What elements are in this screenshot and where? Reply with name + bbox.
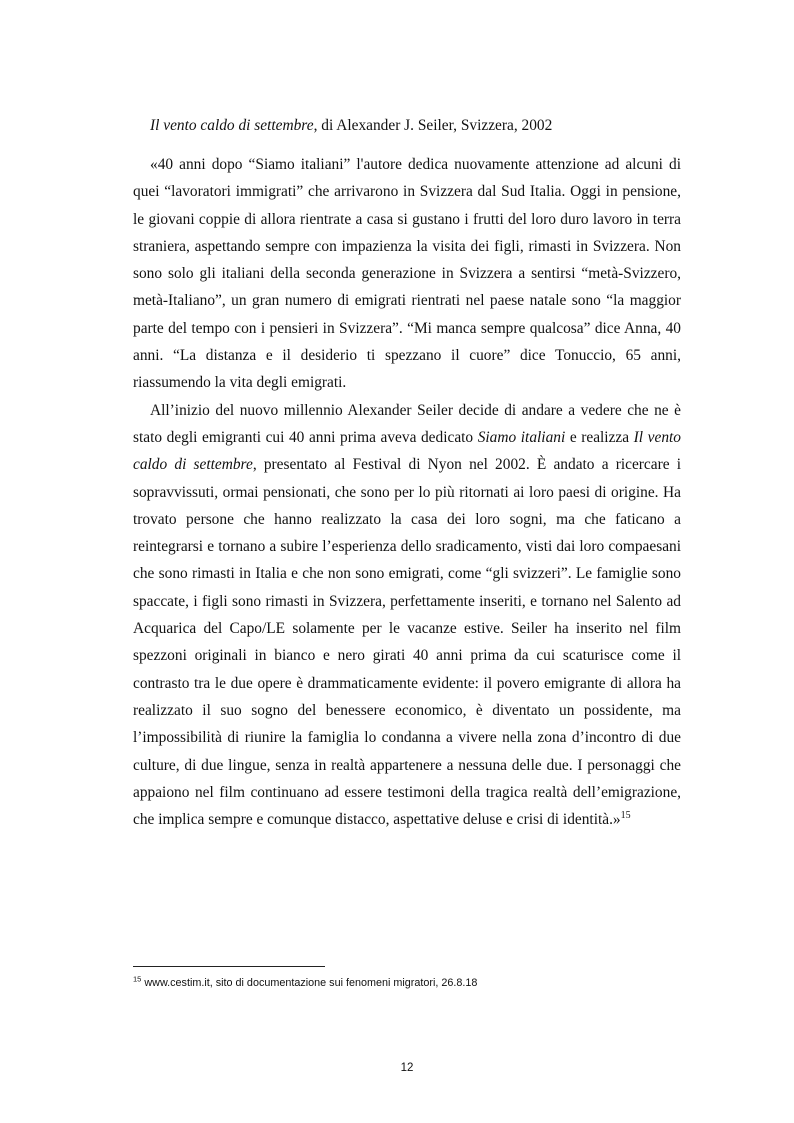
footnote [133, 975, 693, 991]
paragraph-1: «40 anni dopo “Siamo italiani” l'autore dedica nuovamente attenzione ad alcuni di quei “lavoratori immigrati” che arrivarono in Svizzera dal Sud Italia. Oggi in pensione, le giovani coppie di allora rientrate a casa si gustano i frutti del loro duro lavoro in terra straniera, aspettando sempre con impazienza la visita dei figli, rimasti in Svizzera. Non sono solo gli italiani della seconda generazione in Svizzera a sentirsi “metà-Svizzero, metà-Italiano”, un gran numero di emigrati rientrati nel paese natale sono “la maggior parte del tempo con i pensieri in Svizzera”. “Mi manca sempre qualcosa” dice Anna, 40 anni. “La distanza e il desiderio ti spezzano il cuore” dice Tonuccio, 65 anni, riassumendo la vita degli emigrati. [133, 156, 681, 392]
footnote-reference[interactable]: 15 [620, 810, 631, 821]
section-heading [150, 115, 710, 137]
footnote-separator [133, 966, 325, 967]
paragraph-2-text-b: e realizza [565, 428, 634, 446]
film-title: Il vento caldo di settembre [150, 117, 314, 134]
film-title-siamo-italiani: Siamo italiani [477, 428, 566, 446]
heading-details: , di Alexander J. Seiler, Svizzera, 2002 [313, 117, 553, 134]
page-number: 12 [400, 1062, 414, 1074]
paragraph-2-text-a: All’inizio del nuovo millennio Alexander Seiler decide di andare a vedere che ne è stato degli emigranti cui 40 anni prima aveva dedicato [133, 401, 681, 446]
paragraph-2-text-c: , presentato al Festival di Nyon nel 2002. È andato a ricercare i sopravvissuti, ormai pensionati, che sono per lo più ritornati ai loro paesi di origine. Ha trovato persone che hanno realizzato la casa dei loro sogni, ma che faticano a reintegrarsi e tornano a subire l’esperienza dello sradicamento, visti dai loro compaesani che sono rimasti in Italia e che non sono emigrati, come “gli svizzeri”. Le famiglie sono spaccate, i figli sono rimasti in Svizzera, perfettamente inseriti, e tornano nel Salento ad Acquarica del Capo/LE solamente per le vacanze estive. Seiler ha inserito nel film spezzoni originali in bianco e nero girati 40 anni prima da cui scaturisce come il contrasto tra le due opere è drammaticamente evidente: il povero emigrante di allora ha realizzato il suo sogno del benessere economico, è diventato un possidente, ma l’impossibilità di riunire la famiglia lo condanna a vivere nella zona d’incontro di due culture, di due lingue, senza in realtà appartenere a nessuna delle due. I personaggi che appaiono nel film continuano ad essere testimoni della tragica realtà dell’emigrazione, che implica sempre e comunque distacco, aspettative deluse e crisi di identità.» [133, 456, 681, 829]
footnote-number: 15 [133, 974, 142, 984]
body-text [133, 151, 681, 833]
footnote-text: www.cestim.it, sito di documentazione sui fenomeni migratori, 26.8.18 [141, 977, 478, 989]
film-title-vento-caldo: Il vento caldo di settembre [133, 428, 681, 474]
paragraph-2 [133, 397, 681, 834]
